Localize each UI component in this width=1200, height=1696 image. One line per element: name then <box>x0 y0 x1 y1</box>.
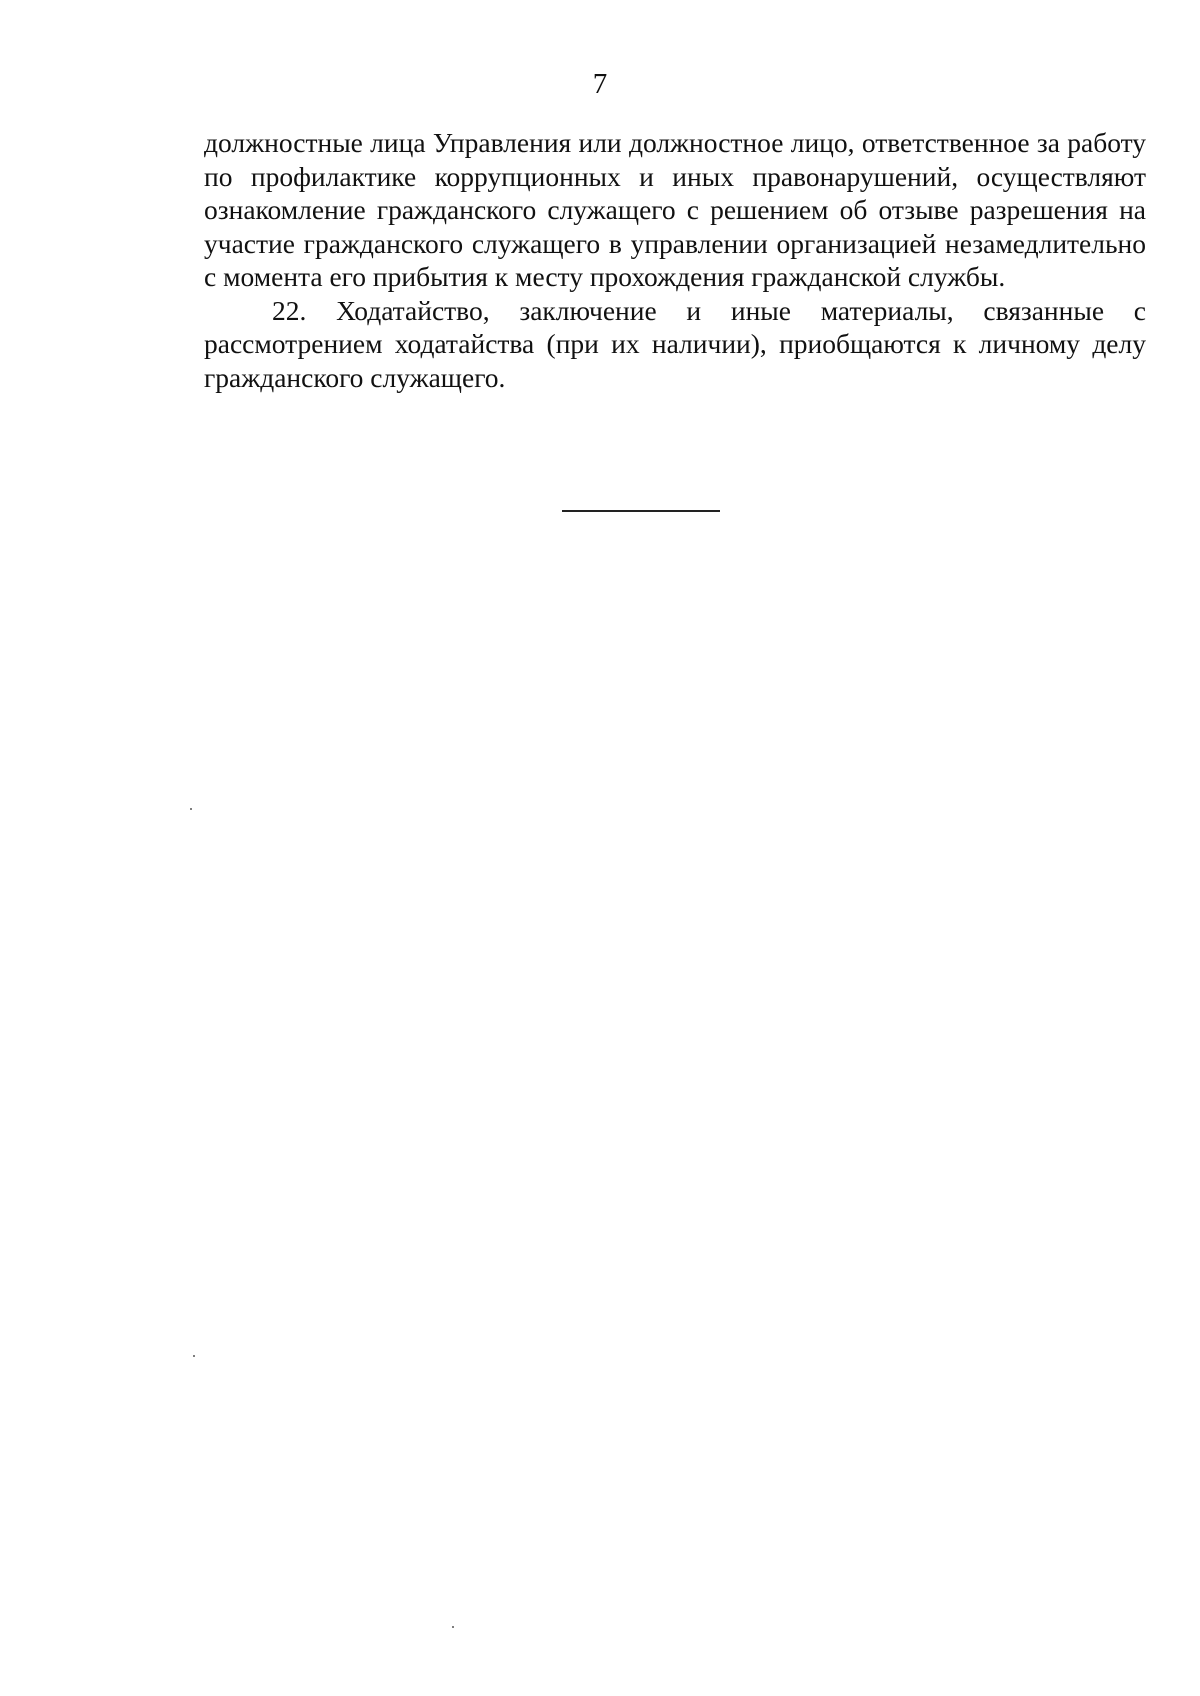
scan-artifact-dot <box>193 1355 195 1357</box>
scan-artifact-dot <box>452 1626 454 1628</box>
paragraph-item-22: 22. Ходатайство, заключение и иные материалы, связанные с рассмотрением ходатайства (при их наличии), приобщаются к личному делу гражданского служащего. <box>204 294 1146 393</box>
page-number: 7 <box>592 68 608 100</box>
scan-artifact-dot <box>190 808 192 810</box>
end-separator-line <box>562 510 720 512</box>
document-body <box>204 126 1146 394</box>
paragraph-continuation: должностные лица Управления или должностное лицо, ответственное за работу по профилактике коррупционных и иных правонарушений, осуществляют ознакомление гражданского служащего с решением об отзыве разрешения на участие гражданского служащего в управлении организацией незамедлительно с момента его прибытия к месту прохождения гражданской службы. <box>204 127 1146 292</box>
